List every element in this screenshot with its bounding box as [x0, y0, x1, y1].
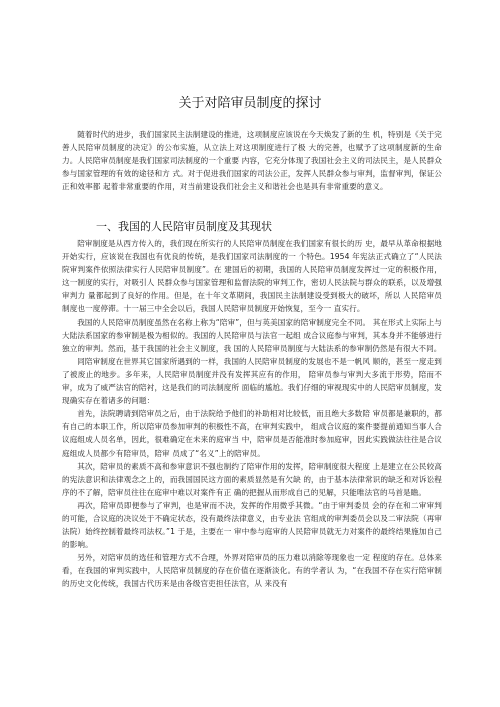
body-paragraph: 我国的人民陪审员制度虽然在名称上称为“陪审”，但与英美国家的陪审制度完全不同。 其在形式上实际上与大陆法系国家的参审制是极为相似的。我国的人民陪审员与法官一起组 成合议庭参与审判，其本身并不能够进行独立的审判。然而，基于我国的社会主义制度，我 国的人民陪审员制度与大陆法系的参审制仍然是有很大不同。: [62, 317, 442, 353]
section-heading: 一、我国的人民陪审员制度及其现状: [96, 220, 272, 233]
document-title: 关于对陪审员制度的探讨: [178, 96, 322, 111]
body-paragraph: 陪审制度是从西方传入的，我们现在所实行的人民陪审员制度在我们国家有很长的历 史，最早从革命根据地开始实行，应该说在我国也有优良的传统，是我们国家司法制度的一 个特色。1954 年宪法正式确立了“人民法院审判案件依照法律实行人民陪审员制度”。在 建国后的初期，我国的人民陪审员制度发挥过一定的积极作用，这一制度的实行，对吸引人 民群众参与国家管理和监督法院的审判工作，密切人民法院与群众的联系，以及增强审判力 量都起到了良好的作用。但是，在十年文革期间，我国民主法制建设受到极大的破坏，所以 人民陪审员制度也一度停滞。十一届三中全会以后，我国人民陪审员制度开始恢复，至今一 直实行。: [62, 239, 442, 314]
body-paragraph: 另外，对陪审员的选任和管理方式不合理，外界对陪审员的压力难以消除等现象也一定 程度的存在。总体来看，在我国的审判实践中，人民陪审员制度的存在价值在逐渐淡化。有的学者认 为，“在我国不存在实行陪审制的历史文化传统，我国古代历来是由各级官吏担任法官，从 来没有: [62, 553, 442, 589]
intro-block: [62, 128, 442, 193]
body-paragraph: 首先，法院聘请到陪审员之后，由于法院给予他们的补助相对比较低，而且绝大多数陪 审员都是兼职的，都有自己的本职工作，所以陪审员参加审判的积极性不高，在审判实践中， 组成合议庭的案件要提前通知当事人合议庭组成人员名单，因此，很难确定在未来的庭审当 中，陪审员是否能准时参加庭审，因此实践做法往往是合议庭组成人员都少有陪审员，陪审 员成了“名义”上的陪审员。: [62, 409, 442, 458]
body-block: [62, 237, 442, 591]
body-paragraph: 同陪审制度在世界其它国家所遇到的一样，我国的人民陪审员制度的发展也不是一帆风 顺的，甚至一度走到了被废止的地步。多年来，人民陪审员制度并没有发挥其应有的作用， 陪审员参与审判大多流于形势，陪而不审，成为了威严法官的陪衬，这是我们的司法制度所 面临的尴尬。我们仔细的审视现实中的人民陪审员制度，发现确实存在着诸多的问题：: [62, 356, 442, 406]
intro-paragraph: 随着时代的进步，我们国家民主法制建设的推进，这项制度应该说在今天焕发了新的生 机，特别是《关于完善人民陪审员制度的决定》的公布实施，从立法上对这项制度进行了极 大的完善，也赋予了这项制度新的生命力。人民陪审员制度是我们国家司法制度的一个重要 内容，它充分体现了我国社会主义的司法民主，是人民群众参与国家管理的有效的途径和方 式。对于促进我们国家的司法公正，发挥人民群众参与审判，监督审判，保证公正和效率都 起着非常重要的作用，对当前建设我们社会主义和谐社会也是具有非常重要的意义。: [62, 130, 442, 192]
body-paragraph: 再次，陪审员即便参与了审判，也是审而不决，发挥的作用微乎其微。“由于审判委员 会的存在和二审审判的可能，合议庭的决议处于不确定状态，没有最终法律意义，由专业法 官组成的审判委员会以及二审法院（再审法院）始终控制着最终司法权。”1 于是，主要在一 审中参与庭审的人民陪审员就无力对案件的最终结果施加自己的影响。: [62, 500, 442, 550]
body-paragraph: 其次，陪审员的素质不高和参审意识不强也制约了陪审作用的发挥，陪审制度很大程度 上是建立在公民较高的宪法意识和法律观念之上的，而我国国民这方面的素质显然是有欠缺 的，由于基本法律常识的缺乏和对诉讼程序的不了解，陪审员往往在庭审中难以对案件有正 确的把握从而形成自己的见解，只能唯法官的马首是瞻。: [62, 461, 442, 497]
